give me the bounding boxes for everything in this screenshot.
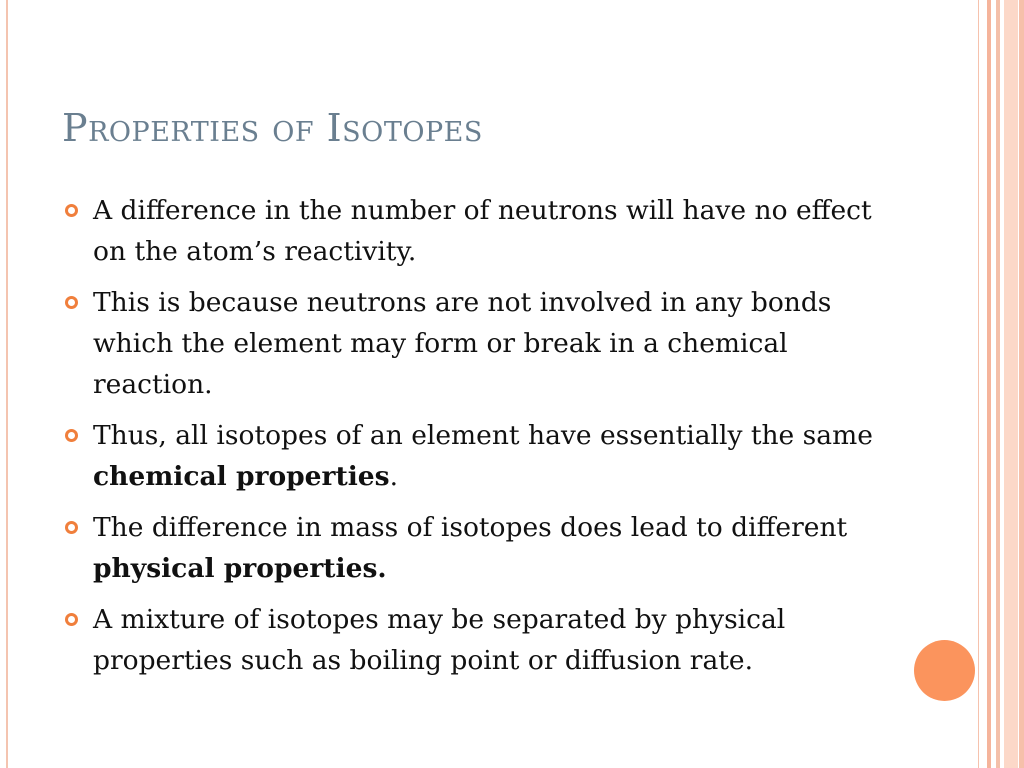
bullet-bold-text: physical properties. [93,553,387,584]
bullet-item [64,190,884,272]
slide-title: Properties of Isotopes [62,106,483,150]
bullet-text: This is because neutrons are not involved in any bonds which the element may form or break in a chemical reaction. [93,287,832,400]
bullet-text: A mixture of isotopes may be separated by physical properties such as boiling point or diffusion rate. [93,604,786,676]
bullet-trailing-text: . [389,461,399,492]
bullet-bold-text: chemical properties [93,461,390,492]
left-border-line [6,0,8,768]
bullet-item [64,599,884,681]
bullet-marker-icon [65,613,78,626]
bullet-item [64,507,884,589]
bullet-marker-icon [65,204,78,217]
right-border-stripe [987,0,991,768]
right-border-stripe [1004,0,1018,768]
bullet-list [64,190,884,691]
bullet-text: The difference in mass of isotopes does lead to different [93,512,848,543]
right-border-stripe [996,0,1000,768]
bullet-text: Thus, all isotopes of an element have essentially the same [93,420,873,451]
bullet-marker-icon [65,521,78,534]
bullet-text: A difference in the number of neutrons will have no effect on the atom’s reactivity. [93,195,872,267]
bullet-marker-icon [65,429,78,442]
decorative-circle [914,640,975,701]
bullet-item [64,282,884,405]
bullet-item [64,415,884,497]
right-border-stripe [1019,0,1024,768]
bullet-marker-icon [65,296,78,309]
right-border-stripe [978,0,979,768]
